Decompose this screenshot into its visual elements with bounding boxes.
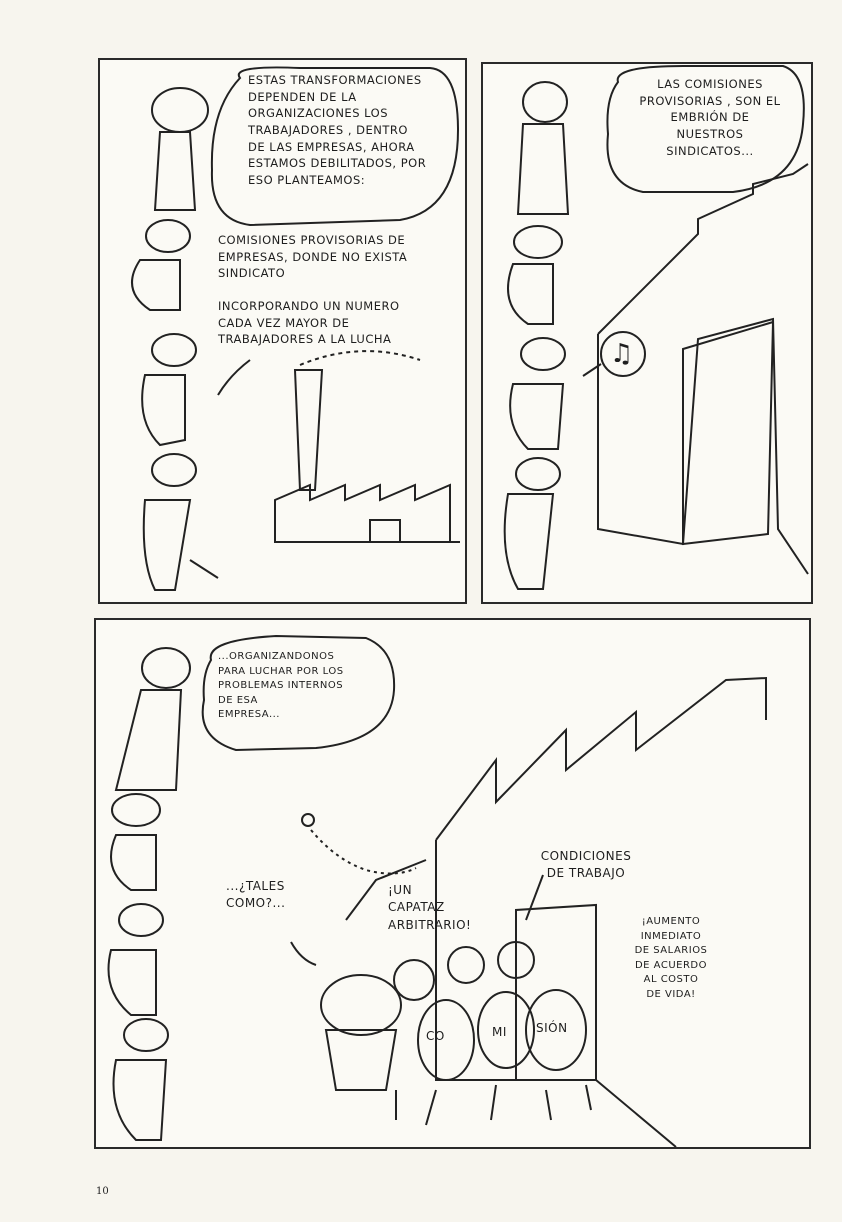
demand-point-1: COMISIONES PROVISORIAS DE EMPRESAS, DONDE NO EXISTA SINDICATO: [218, 233, 408, 281]
sign-conditions: CONDICIONES DE TRABAJO: [540, 849, 632, 881]
comic-panel-2: [481, 62, 813, 604]
speech-text: ...ORGANIZANDONOS PARA LUCHAR POR LOS PROBLEMAS INTERNOS DE ESA EMPRESA...: [218, 651, 344, 720]
demand-point-2: INCORPORANDO UN NUMERO CADA VEZ MAYOR DE TRABAJADORES A LA LUCHA: [218, 299, 400, 347]
comic-panel-3: [94, 618, 811, 1149]
shout-capataz: ¡UN CAPATAZ ARBITRARIO!: [388, 883, 472, 932]
page-number: 10: [96, 1186, 109, 1197]
worker-head: [152, 88, 208, 132]
speech-text: LAS COMISIONES PROVISORIAS , SON EL EMBRIÓN DE NUESTROS SINDICATOS...: [639, 77, 781, 158]
speech-text: ESTAS TRANSFORMACIONES DEPENDEN DE LA ORGANIZACIONES LOS TRABAJADORES , DENTRO DE LAS EMPRESAS, AHORA ESTAMOS DEBILITADOS, POR ESO PLANTEAMOS:: [248, 73, 427, 188]
banner-letter-co: CO: [426, 1029, 445, 1043]
factory: [275, 485, 450, 542]
question-text: ...¿TALES COMO?...: [226, 879, 286, 911]
worker-body: [155, 132, 195, 210]
music-note-icon: ♫: [610, 339, 634, 369]
banner-letter-mi: MI: [492, 1025, 507, 1039]
foreman: [321, 975, 401, 1035]
worker-helmet: [146, 220, 190, 252]
shout-salary: ¡AUMENTO INMEDIATO DE SALARIOS DE ACUERDO AL COSTO DE VIDA!: [634, 916, 708, 1000]
banner-letter-sion: SIÓN: [536, 1021, 568, 1035]
chimney: [295, 370, 322, 490]
comic-panel-1: [98, 58, 467, 604]
